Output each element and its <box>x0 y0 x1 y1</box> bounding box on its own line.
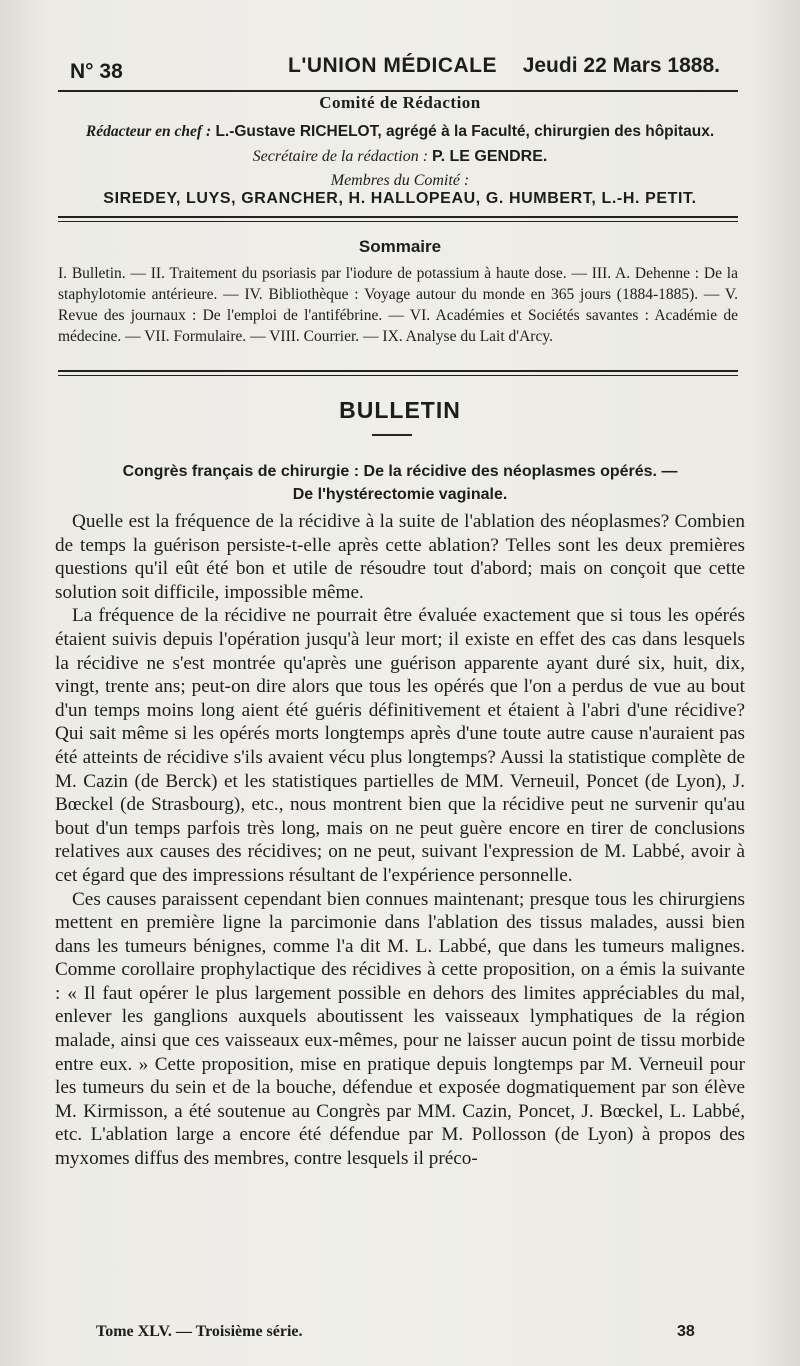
committee-members: SIREDEY, LUYS, GRANCHER, H. HALLOPEAU, G. HUMBERT, L.-H. PETIT. <box>103 190 697 207</box>
secretary-name: P. LE GENDRE. <box>432 148 548 165</box>
secretary-line <box>55 148 745 166</box>
bulletin-subheading <box>60 460 740 506</box>
sommaire-rule-bottom <box>58 375 738 376</box>
header-rule <box>58 90 738 92</box>
article-body <box>55 510 745 1171</box>
issue-number: N° 38 <box>70 60 123 83</box>
sommaire-text: I. Bulletin. — II. Traitement du psoriasis par l'iodure de potassium à haute dose. — III. A. Dehenne : De la staphylotomie antérieure. — IV. Bibliothèque : Voyage autour du monde en 365 jours (1884-1885). — V. Revue des journaux : De l'emploi de l'antifébrine. — VI. Académies et Sociétés savantes : Académie de médecine. — VII. Formulaire. — VIII. Courrier. — IX. Analyse du Lait d'Arcy. <box>58 265 738 345</box>
committee-rule-top <box>58 216 738 218</box>
sommaire-title: Sommaire <box>358 237 442 256</box>
running-header <box>70 52 720 88</box>
editor-text: L.-Gustave RICHELOT, agrégé à la Faculté, chirurgien des hôpitaux. <box>215 123 715 140</box>
subheading-line-1: Congrès français de chirurgie : De la récidive des néoplasmes opérés. — <box>122 463 678 480</box>
paragraph-1: Quelle est la fréquence de la récidive à la suite de l'ablation des néoplasmes? Combien de temps la guérison persiste-t-elle après cette ablation? Telles sont les deux premières questions qu'il eût été bon et utile de résoudre tout d'abord; mais on conçoit que cette solution soit difficile, impossible même. <box>55 511 745 603</box>
editor-label: Rédacteur en chef : <box>85 123 212 140</box>
journal-title: L'UNION MÉDICALE <box>288 54 497 77</box>
secretary-label: Secrétaire de la rédaction : <box>252 148 429 165</box>
bulletin-heading: BULLETIN <box>339 397 461 423</box>
paragraph-3: Ces causes paraissent cependant bien connues maintenant; presque tous les chirurgiens mettent en première ligne la parcimonie dans l'ablation des tissus malades, aussi bien dans les tumeurs bénignes, comme l'a dit M. L. Labbé, que dans les tumeurs malignes. Comme corollaire prophylactique des récidives à cette proposition, on a émis la suivante : « Il faut opérer le plus largement possible en dehors des limites appréciables du mal, enlever les ganglions auxquels aboutissent les vaisseaux lymphatiques de la région malade, ainsi que ces vaisseaux eux-mêmes, pour ne laisser aucun point de tissu morbide entre eux. » Cette proposition, mise en pratique depuis longtemps par M. Verneuil pour les tumeurs du sein et de la bouche, défendue et exposée dogmatiquement par son élève M. Kirmisson, a été soutenue au Congrès par MM. Cazin, Poncet, J. Bœckel, L. Labbé, etc. L'ablation large a encore été défendue par M. Pollosson (de Lyon) à propos des myxomes diffus des membres, contre lesquels il préco- <box>55 888 745 1170</box>
issue-date: Jeudi 22 Mars 1888. <box>522 54 720 77</box>
page-number: 38 <box>677 1323 695 1340</box>
bulletin-underline <box>372 434 412 436</box>
paragraph-2: La fréquence de la récidive ne pourrait être évaluée exactement que si tous les opérés étaient suivis depuis l'opération jusqu'à leur mort; il existe en effet des cas dans lesquels la récidive ne s'est montrée qu'après une guérison apparente ayant duré six, huit, dix, vingt, trente ans; peut-on dire alors que tous les opérés que l'on a perdus de vue au bout d'un temps moins long aient été guéris définitivement et étaient à l'abri d'une récidive? Qui sait même si les opérés morts longtemps après d'une toute autre cause n'auraient pas été atteints de récidive s'ils avaient vécu plus longtemps? Aussi la statistique complète de M. Cazin (de Berck) et les statistiques partielles de MM. Verneuil, Poncet (de Lyon), J. Bœckel (de Strasbourg), etc., nous montrent bien que la récidive peut ne survenir qu'au bout d'un temps parfois très long, mais on ne peut guère encore en tirer de conclusions relatives aux causes des récidives; on ne peut, suivant l'expression de M. Labbé, avoir à cet égard que des impressions résultant de l'expérience personnelle. <box>55 605 745 886</box>
members-label: Membres du Comité : <box>330 172 470 189</box>
subheading-line-2: De l'hystérectomie vaginale. <box>292 486 508 503</box>
volume-footer: Tome XLV. — Troisième série. <box>96 1323 303 1340</box>
sommaire-rule-top <box>58 370 738 372</box>
editor-line <box>55 123 745 141</box>
committee-title: Comité de Rédaction <box>319 93 481 112</box>
committee-rule-bottom <box>58 221 738 222</box>
